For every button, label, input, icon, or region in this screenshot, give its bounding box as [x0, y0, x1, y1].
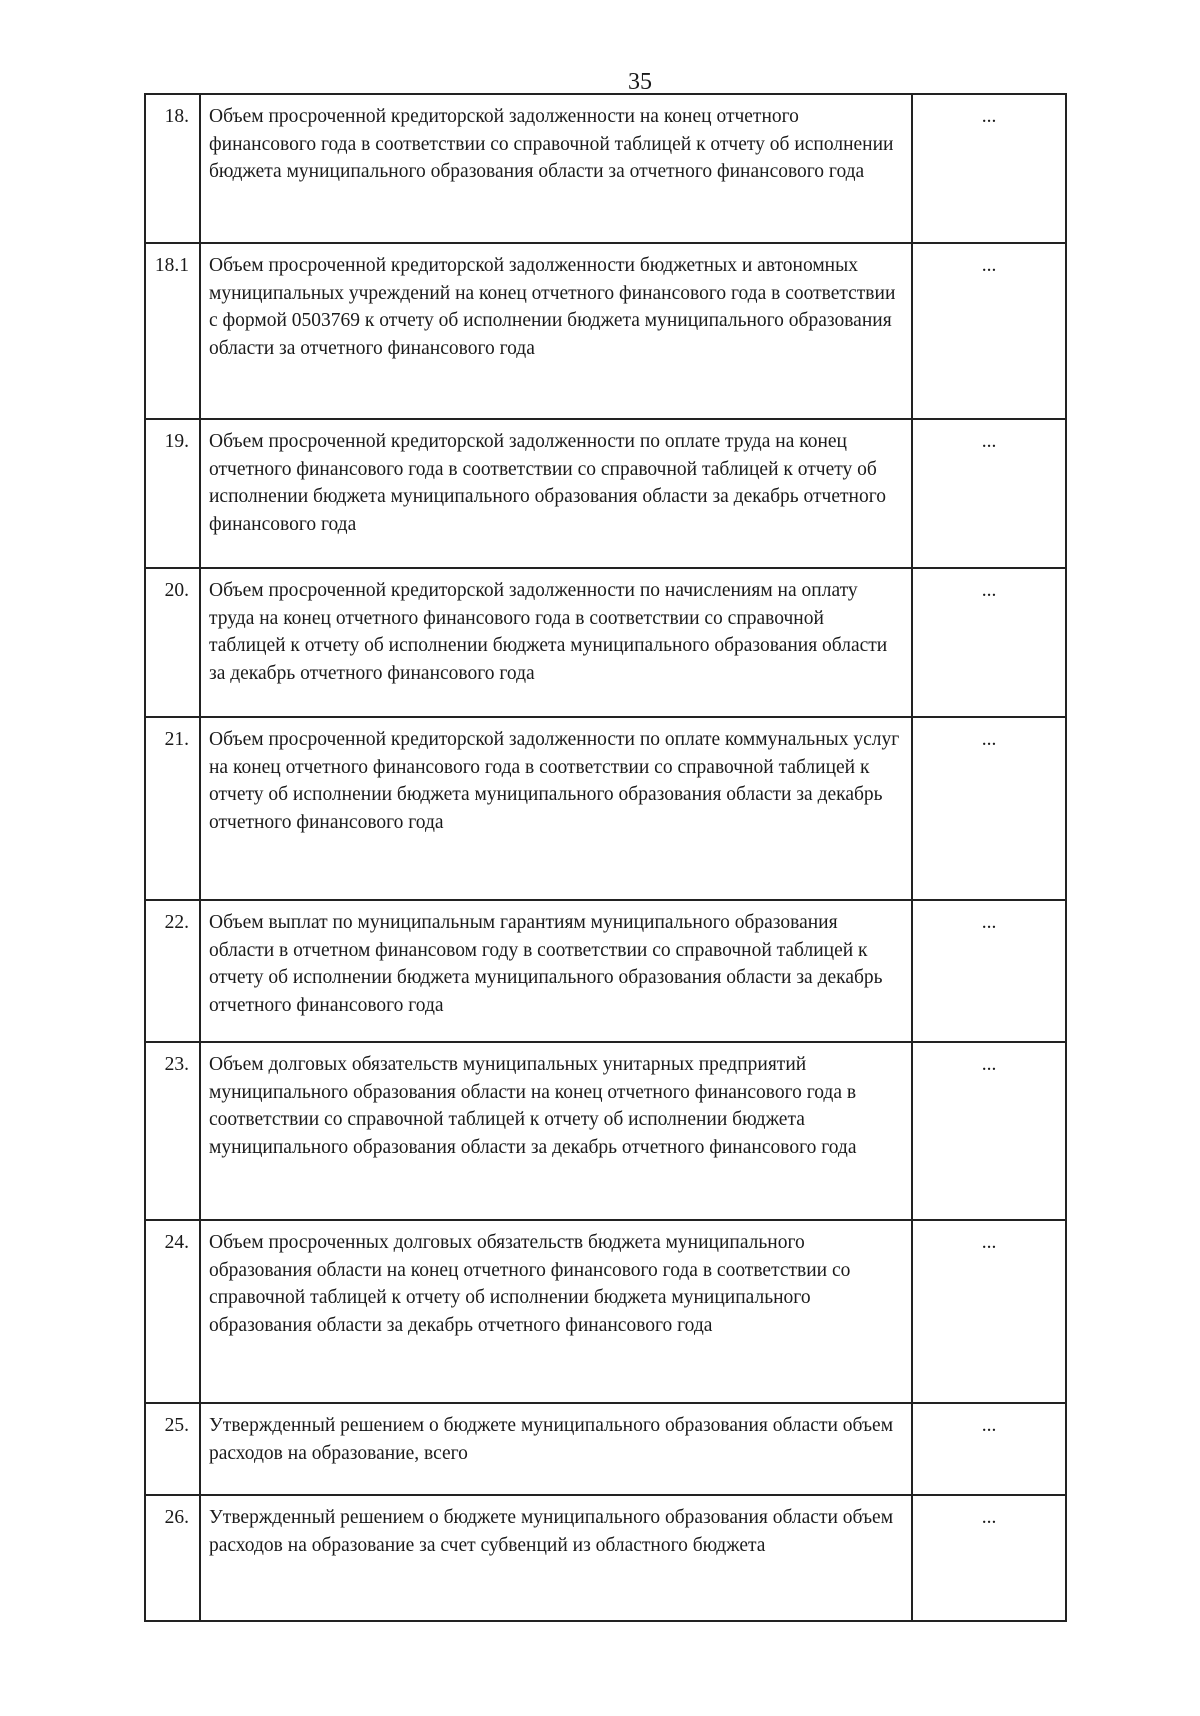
row-description: Объем просроченной кредиторской задолженности по начислениям на оплату труда на конец отчетного финансового года в соответствии со справочной таблицей к отчету об исполнении бюджета муниципального образования области за декабрь отчетного финансового года — [200, 568, 912, 717]
row-value: ... — [912, 243, 1066, 419]
row-number: 24. — [145, 1220, 200, 1403]
row-description: Объем просроченной кредиторской задолженности бюджетных и автономных муниципальных учреждений на конец отчетного финансового года в соответствии с формой 0503769 к отчету об исполнении бюджета муниципального образования области за отчетного финансового года — [200, 243, 912, 419]
row-number: 26. — [145, 1495, 200, 1621]
row-value: ... — [912, 1403, 1066, 1495]
row-description: Объем просроченных долговых обязательств бюджета муниципального образования области на конец отчетного финансового года в соответствии со справочной таблицей к отчету об исполнении бюджета муниципального образования области за декабрь отчетного финансового года — [200, 1220, 912, 1403]
table-row — [145, 900, 1066, 1042]
row-value: ... — [912, 1495, 1066, 1621]
row-description: Объем долговых обязательств муниципальных унитарных предприятий муниципального образования области на конец отчетного финансового года в соответствии со справочной таблицей к отчету об исполнении бюджета муниципального образования области за декабрь отчетного финансового года — [200, 1042, 912, 1220]
table-row — [145, 419, 1066, 568]
row-number: 23. — [145, 1042, 200, 1220]
page-number: 35 — [628, 69, 652, 95]
row-number: 20. — [145, 568, 200, 717]
table-row — [145, 1220, 1066, 1403]
table-row — [145, 1042, 1066, 1220]
row-description: Объем просроченной кредиторской задолженности по оплате коммунальных услуг на конец отчетного финансового года в соответствии со справочной таблицей к отчету об исполнении бюджета муниципального образования области за декабрь отчетного финансового года — [200, 717, 912, 900]
row-number: 18.1 — [145, 243, 200, 419]
row-number: 18. — [145, 94, 200, 243]
table-row — [145, 94, 1066, 243]
table-row — [145, 568, 1066, 717]
row-description: Объем просроченной кредиторской задолженности на конец отчетного финансового года в соответствии со справочной таблицей к отчету об исполнении бюджета муниципального образования области за отчетного финансового года — [200, 94, 912, 243]
row-description: Утвержденный решением о бюджете муниципального образования области объем расходов на образование за счет субвенций из областного бюджета — [200, 1495, 912, 1621]
table-row — [145, 1403, 1066, 1495]
row-value: ... — [912, 1042, 1066, 1220]
table-row — [145, 243, 1066, 419]
row-value: ... — [912, 900, 1066, 1042]
table-row — [145, 717, 1066, 900]
row-number: 19. — [145, 419, 200, 568]
row-description: Объем выплат по муниципальным гарантиям муниципального образования области в отчетном финансовом году в соответствии со справочной таблицей к отчету об исполнении бюджета муниципального образования области за декабрь отчетного финансового года — [200, 900, 912, 1042]
row-description: Утвержденный решением о бюджете муниципального образования области объем расходов на образование, всего — [200, 1403, 912, 1495]
row-value: ... — [912, 717, 1066, 900]
row-value: ... — [912, 568, 1066, 717]
row-description: Объем просроченной кредиторской задолженности по оплате труда на конец отчетного финансового года в соответствии со справочной таблицей к отчету об исполнении бюджета муниципального образования области за декабрь отчетного финансового года — [200, 419, 912, 568]
row-value: ... — [912, 419, 1066, 568]
row-number: 21. — [145, 717, 200, 900]
row-value: ... — [912, 94, 1066, 243]
indicators-table — [144, 93, 1067, 1622]
row-value: ... — [912, 1220, 1066, 1403]
table-row — [145, 1495, 1066, 1621]
row-number: 25. — [145, 1403, 200, 1495]
row-number: 22. — [145, 900, 200, 1042]
